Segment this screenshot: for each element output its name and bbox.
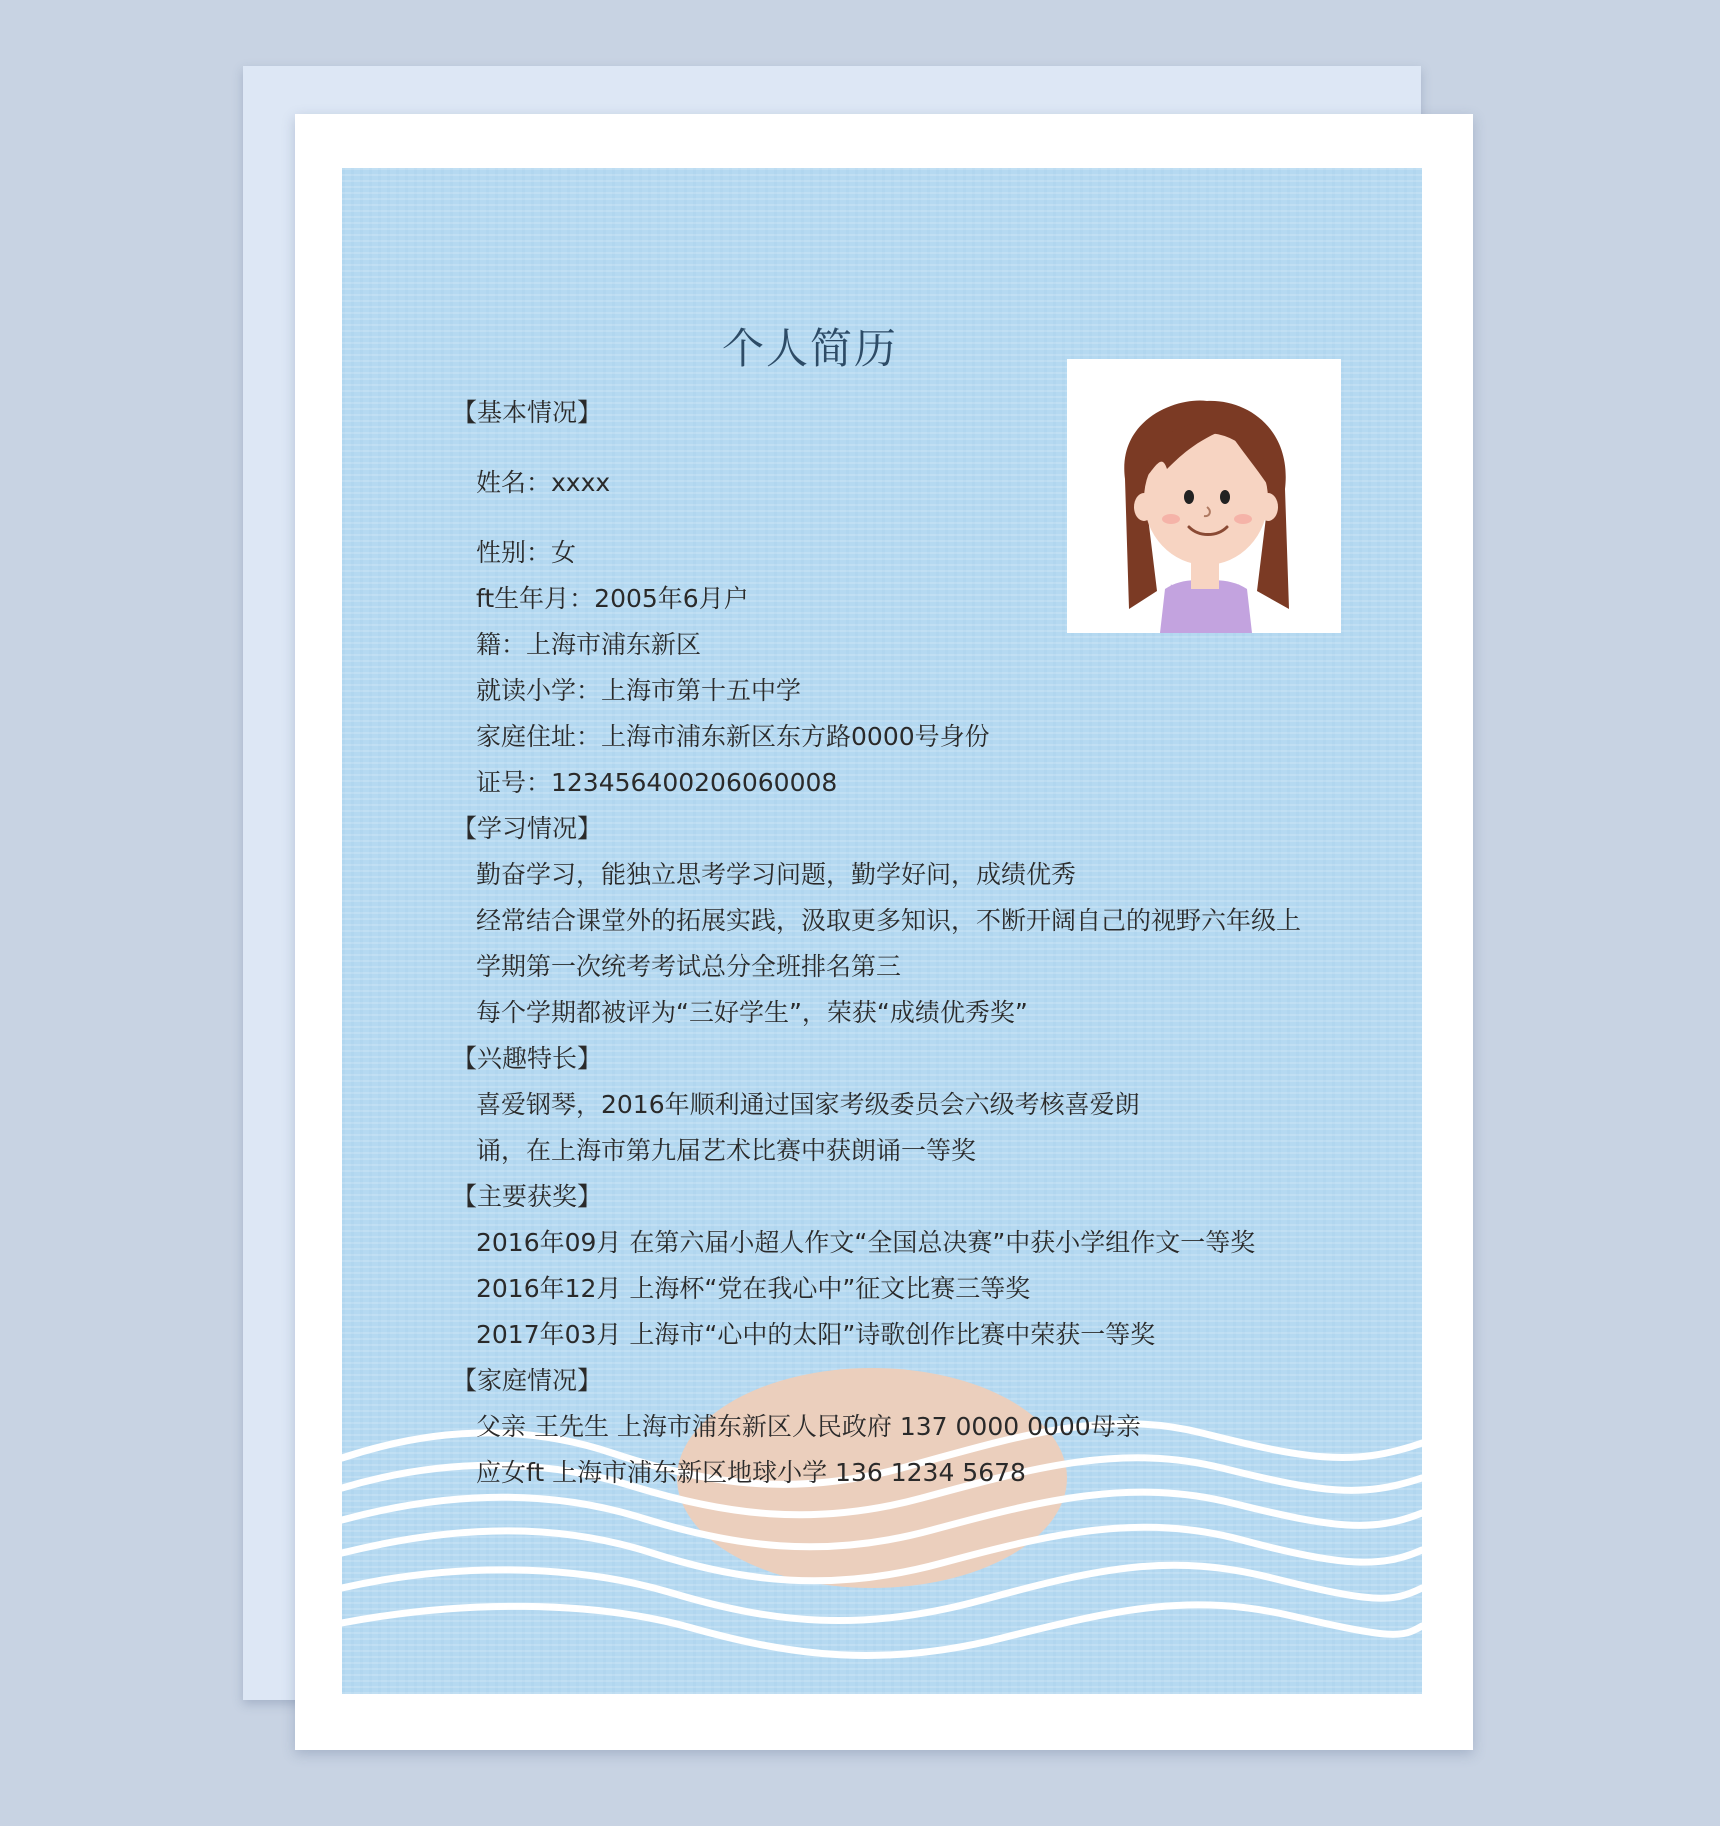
- resume-paper-sheet: [295, 114, 1473, 1750]
- wave-line: [342, 1605, 1422, 1656]
- field-address: 家庭住址：上海市浦东新区东方路0000号身份: [476, 722, 990, 751]
- resume-body: [452, 390, 1332, 1496]
- field-gender: 性别：女: [476, 538, 577, 567]
- study-line: 勤奋学习，能独立思考学习问题，勤学好问，成绩优秀: [476, 860, 1077, 889]
- family-line: 应女ft 上海市浦东新区地球小学 136 1234 5678: [476, 1458, 1026, 1487]
- award-line: 2016年12月 上海杯“党在我心中”征文比赛三等奖: [476, 1274, 1031, 1303]
- resume-title: 个人简历: [721, 324, 898, 373]
- hobby-line: 诵，在上海市第九届艺术比赛中获朗诵一等奖: [476, 1136, 977, 1165]
- section-header-study: 【学习情况】: [452, 814, 603, 843]
- hobby-line: 喜爱钢琴，2016年顺利通过国家考级委员会六级考核喜爱朗: [476, 1090, 1140, 1119]
- study-line: 经常结合课堂外的拓展实践，汲取更多知识，不断开阔自己的视野六年级上: [476, 906, 1302, 935]
- section-header-hobby: 【兴趣特长】: [452, 1044, 603, 1073]
- section-header-awards: 【主要获奖】: [452, 1182, 603, 1211]
- award-line: 2016年09月 在第六届小超人作文“全国总决赛”中获小学组作文一等奖: [476, 1228, 1256, 1257]
- field-id-number: 证号：123456400206060008: [476, 768, 838, 797]
- field-birth: ft生年月：2005年6月户: [476, 584, 749, 613]
- family-line: 父亲 王先生 上海市浦东新区人民政府 137 0000 0000母亲: [476, 1412, 1141, 1441]
- field-name: 姓名：xxxx: [476, 468, 611, 497]
- section-header-family: 【家庭情况】: [452, 1366, 603, 1395]
- study-line: 每个学期都被评为“三好学生”，荣获“成绩优秀奖”: [476, 998, 1028, 1027]
- award-line: 2017年03月 上海市“心中的太阳”诗歌创作比赛中荣获一等奖: [476, 1320, 1156, 1349]
- section-header-basic: 【基本情况】: [452, 398, 603, 427]
- field-origin: 籍：上海市浦东新区: [476, 630, 702, 659]
- study-line: 学期第一次统考考试总分全班排名第三: [476, 952, 902, 981]
- field-school: 就读小学：上海市第十五中学: [476, 676, 802, 705]
- resume-canvas: [342, 168, 1422, 1694]
